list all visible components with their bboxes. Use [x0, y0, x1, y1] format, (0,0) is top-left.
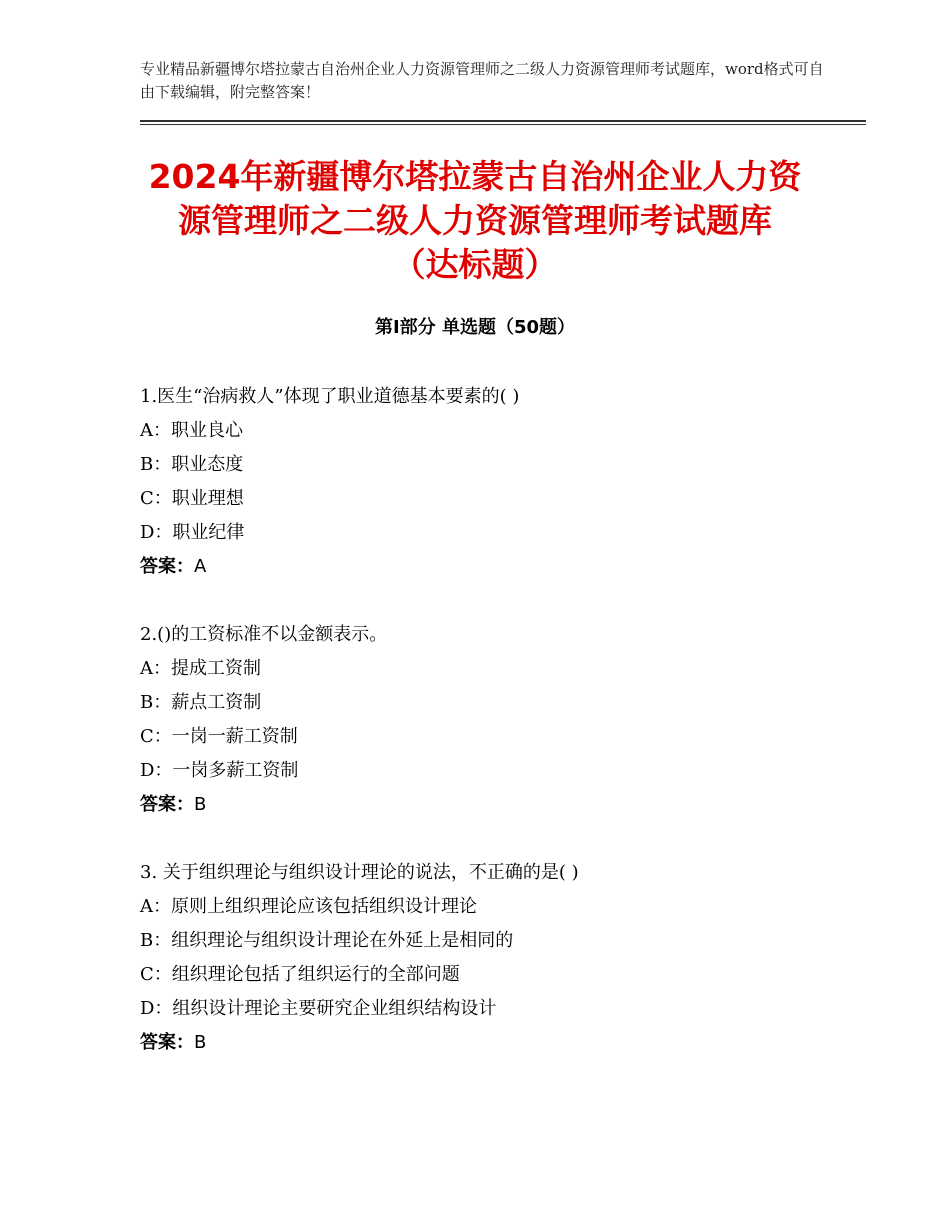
answer-label: 答案： [140, 1032, 194, 1053]
option-b: B：组织理论与组织设计理论在外延上是相同的 [140, 930, 514, 951]
answer-line [140, 788, 860, 822]
answer-line [140, 550, 860, 584]
question-3 [140, 856, 860, 1060]
answer-line [140, 1026, 860, 1060]
question-1 [140, 380, 860, 584]
question-stem: 3. 关于组织理论与组织设计理论的说法，不正确的是( ) [140, 862, 579, 883]
option-c: C：组织理论包括了组织运行的全部问题 [140, 964, 460, 985]
header-divider-thin [140, 124, 866, 125]
option-c: C：一岗一薪工资制 [140, 726, 298, 747]
option-c: C：职业理想 [140, 488, 244, 509]
option-d: D：职业纪律 [140, 522, 245, 543]
section-heading: 第Ⅰ部分 单选题（50题） [374, 317, 575, 338]
option-d: D：一岗多薪工资制 [140, 760, 299, 781]
option-a: A：提成工资制 [140, 658, 261, 679]
answer-value: B [194, 794, 207, 815]
option-b: B：薪点工资制 [140, 692, 262, 713]
answer-value: B [194, 1032, 207, 1053]
question-stem: 1.医生“治病救人”体现了职业道德基本要素的( ) [140, 386, 520, 407]
option-a: A：原则上组织理论应该包括组织设计理论 [140, 896, 477, 917]
answer-label: 答案： [140, 794, 194, 815]
document-title [100, 155, 850, 287]
option-d: D：组织设计理论主要研究企业组织结构设计 [140, 998, 497, 1019]
header-note: 专业精品新疆博尔塔拉蒙古自治州企业人力资源管理师之二级人力资源管理师考试题库，word格式可自由下载编辑，附完整答案！ [140, 60, 824, 101]
header-divider-thick [140, 120, 866, 122]
question-2 [140, 618, 860, 822]
question-stem: 2.()的工资标准不以金额表示。 [140, 624, 388, 645]
title-line-3: （达标题） [392, 245, 558, 284]
title-line-2: 源管理师之二级人力资源管理师考试题库 [178, 201, 772, 240]
title-line-1: 2024年新疆博尔塔拉蒙古自治州企业人力资 [148, 157, 802, 196]
answer-value: A [194, 556, 207, 577]
option-a: A：职业良心 [140, 420, 243, 441]
answer-label: 答案： [140, 556, 194, 577]
option-b: B：职业态度 [140, 454, 244, 475]
